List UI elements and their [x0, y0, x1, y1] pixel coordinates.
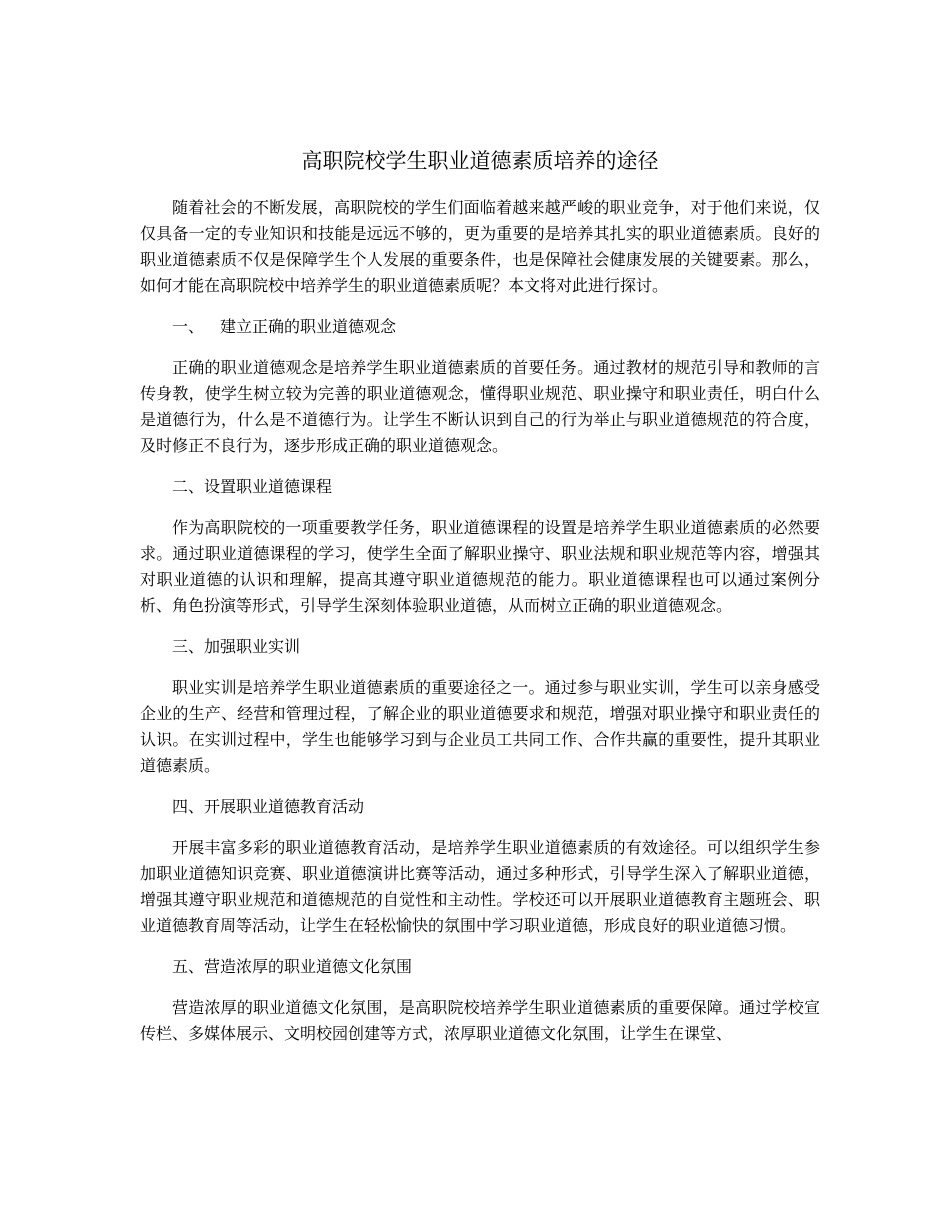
section-heading-3: 三、加强职业实训 [172, 637, 301, 656]
section-paragraph-4: 开展丰富多彩的职业道德教育活动，是培养学生职业道德素质的有效途径。可以组织学生参加职业道德知识竞赛、职业道德演讲比赛等活动，通过多种形式，引导学生深入了解职业道德，增强其遵守职业规范和道德规范的自觉性和主动性。学校还可以开展职业道德教育主题班会、职业道德教育周等活动，让学生在轻松愉快的氛围中学习职业道德，形成良好的职业道德习惯。 [140, 838, 820, 935]
section-paragraph-5: 营造浓厚的职业道德文化氛围，是高职院校培养学生职业道德素质的重要保障。通过学校宣传栏、多媒体展示、文明校园创建等方式，浓厚职业道德文化氛围，让学生在课堂、 [140, 998, 820, 1043]
section-heading-1-number: 一、 [172, 317, 205, 336]
section-heading-5: 五、营造浓厚的职业道德文化氛围 [172, 957, 413, 976]
section-heading-1 [140, 314, 820, 340]
section-heading-2: 二、设置职业道德课程 [172, 477, 333, 496]
section-paragraph-2: 作为高职院校的一项重要教学任务，职业道德课程的设置是培养学生职业道德素质的必然要求。通过职业道德课程的学习，使学生全面了解职业操守、职业法规和职业规范等内容，增强其对职业道德的认识和理解，提高其遵守职业道德规范的能力。职业道德课程也可以通过案例分析、角色扮演等形式，引导学生深刻体验职业道德，从而树立正确的职业道德观念。 [140, 518, 820, 615]
intro-paragraph: 随着社会的不断发展，高职院校的学生们面临着越来越严峻的职业竞争，对于他们来说，仅仅具备一定的专业知识和技能是远远不够的，更为重要的是培养其扎实的职业道德素质。良好的职业道德素质不仅是保障学生个人发展的重要条件，也是保障社会健康发展的关键要素。那么，如何才能在高职院校中培养学生的职业道德素质呢？本文将对此进行探讨。 [140, 198, 820, 295]
document-title: 高职院校学生职业道德素质培养的途径 [301, 149, 659, 173]
section-paragraph-3: 职业实训是培养学生职业道德素质的重要途径之一。通过参与职业实训，学生可以亲身感受企业的生产、经营和管理过程，了解企业的职业道德要求和规范，增强对职业操守和职业责任的认识。在实训过程中，学生也能够学习到与企业员工共同工作、合作共赢的重要性，提升其职业道德素质。 [140, 678, 820, 775]
section-heading-4: 四、开展职业道德教育活动 [172, 797, 365, 816]
section-heading-1-text: 建立正确的职业道德观念 [220, 317, 397, 336]
document-body [140, 146, 820, 1062]
section-paragraph-1: 正确的职业道德观念是培养学生职业道德素质的首要任务。通过教材的规范引导和教师的言传身教，使学生树立较为完善的职业道德观念，懂得职业规范、职业操守和职业责任，明白什么是道德行为，什么是不道德行为。让学生不断认识到自己的行为举止与职业道德规范的符合度，及时修正不良行为，逐步形成正确的职业道德观念。 [140, 358, 820, 455]
